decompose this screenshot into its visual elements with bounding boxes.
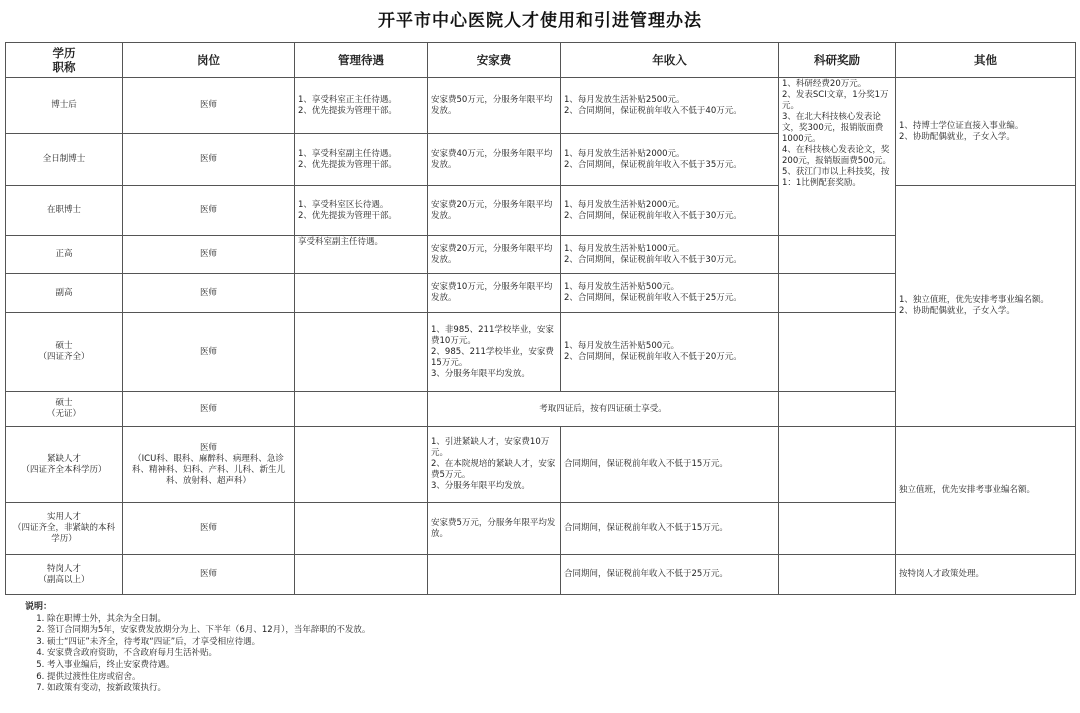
post-cell: 医师	[123, 236, 295, 274]
degree-cell: 在职博士	[6, 186, 123, 236]
policy-table	[5, 42, 1076, 595]
income-cell: 1、每月发放生活补贴2000元。 2、合同期间，保证税前年收入不低于35万元。	[561, 134, 779, 186]
header-row	[6, 43, 1076, 78]
research-reward-cell	[779, 236, 896, 274]
management-cell	[295, 427, 428, 503]
page-title: 开平市中心医院人才使用和引进管理办法	[378, 11, 702, 31]
note-item: 7. 如政策有变动，按新政策执行。	[47, 683, 1065, 695]
other-cell: 按特岗人才政策处理。	[896, 555, 1076, 595]
income-cell: 1、每月发放生活补贴2000元。 2、合同期间，保证税前年收入不低于30万元。	[561, 186, 779, 236]
research-reward-cell	[779, 427, 896, 503]
research-reward-cell	[779, 274, 896, 313]
post-cell: 医师	[123, 503, 295, 555]
management-cell	[295, 392, 428, 427]
header-post: 岗位	[123, 43, 295, 78]
note-item: 3. 硕士“四证”未齐全，待考取“四证”后，才享受相应待遇。	[47, 637, 1065, 649]
degree-cell: 特岗人才 （副高以上）	[6, 555, 123, 595]
notes-heading: 说明：	[25, 602, 53, 612]
research-reward-cell	[779, 392, 896, 427]
note-item: 1. 除在职博士外，其余为全日制。	[47, 614, 1065, 626]
other-cell: 1、持博士学位证直接入事业编。 2、协助配偶就业，子女入学。	[896, 78, 1076, 186]
research-reward-cell	[779, 555, 896, 595]
post-cell: 医师	[123, 392, 295, 427]
header-other: 其他	[896, 43, 1076, 78]
merged-note-cell: 考取四证后，按有四证硕士享受。	[428, 392, 779, 427]
management-cell	[295, 274, 428, 313]
management-cell	[295, 555, 428, 595]
settlement-cell: 1、非985、211学校毕业，安家费10万元。 2、985、211学校毕业，安家费15万元。 3、分服务年限平均发放。	[428, 313, 561, 392]
income-cell: 1、每月发放生活补贴2500元。 2、合同期间，保证税前年收入不低于40万元。	[561, 78, 779, 134]
settlement-cell: 安家费20万元，分服务年限平均发放。	[428, 186, 561, 236]
post-cell: 医师 （ICU科、眼科、麻醉科、病理科、急诊科、精神科、妇科、产科、儿科、新生儿科、放射科、超声科）	[123, 427, 295, 503]
degree-cell: 实用人才 （四证齐全，非紧缺的本科学历）	[6, 503, 123, 555]
note-item: 6. 提供过渡性住房或宿舍。	[47, 672, 1065, 684]
table-row	[6, 555, 1076, 595]
degree-cell: 硕士 （无证）	[6, 392, 123, 427]
management-cell: 1、享受科室正主任待遇。 2、优先提拔为管理干部。	[295, 78, 428, 134]
settlement-cell: 安家费5万元，分服务年限平均发放。	[428, 503, 561, 555]
post-cell: 医师	[123, 186, 295, 236]
note-item: 4. 安家费含政府资助，不含政府每月生活补贴。	[47, 648, 1065, 660]
header-settlement: 安家费	[428, 43, 561, 78]
header-income: 年收入	[561, 43, 779, 78]
research-reward-cell: 1、科研经费20万元。 2、发表SCI文章，1分奖1万元。 3、在北大科技核心发表论文，奖300元，报销版面费1000元。 4、在科技核心发表论文，奖200元，报销版面费500元。 5、获江门市以上科技奖，按1：1比例配套奖励。	[779, 78, 896, 236]
notes-list	[25, 614, 1065, 695]
degree-cell: 全日制博士	[6, 134, 123, 186]
post-cell: 医师	[123, 313, 295, 392]
table-row	[6, 78, 1076, 134]
post-cell: 医师	[123, 78, 295, 134]
degree-cell: 正高	[6, 236, 123, 274]
note-item: 5. 考入事业编后，终止安家费待遇。	[47, 660, 1065, 672]
income-cell: 合同期间，保证税前年收入不低于15万元。	[561, 427, 779, 503]
settlement-cell: 安家费10万元，分服务年限平均发放。	[428, 274, 561, 313]
settlement-cell	[428, 555, 561, 595]
research-reward-cell	[779, 503, 896, 555]
management-cell: 1、享受科室副主任待遇。 2、优先提拔为管理干部。	[295, 134, 428, 186]
post-cell: 医师	[123, 134, 295, 186]
degree-cell: 紧缺人才 （四证齐全本科学历）	[6, 427, 123, 503]
table-row	[6, 186, 1076, 236]
income-cell: 1、每月发放生活补贴500元。 2、合同期间，保证税前年收入不低于25万元。	[561, 274, 779, 313]
header-degree: 学历 职称	[6, 43, 123, 78]
header-management: 管理待遇	[295, 43, 428, 78]
management-cell: 1、享受科室区长待遇。 2、优先提拔为管理干部。	[295, 186, 428, 236]
management-cell: 享受科室副主任待遇。	[295, 236, 428, 274]
post-cell: 医师	[123, 274, 295, 313]
table-row	[6, 427, 1076, 503]
other-cell: 1、独立值班，优先安排考事业编名额。 2、协助配偶就业，子女入学。	[896, 186, 1076, 427]
note-item: 2. 签订合同期为5年，安家费发放期分为上、下半年（6月、12月），当年辞职的不发放。	[47, 625, 1065, 637]
management-cell	[295, 313, 428, 392]
income-cell: 1、每月发放生活补贴1000元。 2、合同期间，保证税前年收入不低于30万元。	[561, 236, 779, 274]
income-cell: 1、每月发放生活补贴500元。 2、合同期间，保证税前年收入不低于20万元。	[561, 313, 779, 392]
settlement-cell: 安家费40万元，分服务年限平均发放。	[428, 134, 561, 186]
degree-cell: 博士后	[6, 78, 123, 134]
notes-section	[25, 602, 1065, 695]
other-cell: 独立值班，优先安排考事业编名额。	[896, 427, 1076, 555]
management-cell	[295, 503, 428, 555]
income-cell: 合同期间，保证税前年收入不低于15万元。	[561, 503, 779, 555]
settlement-cell: 安家费20万元，分服务年限平均发放。	[428, 236, 561, 274]
degree-cell: 副高	[6, 274, 123, 313]
settlement-cell: 1、引进紧缺人才，安家费10万元。 2、在本院规培的紧缺人才，安家费5万元。 3、分服务年限平均发放。	[428, 427, 561, 503]
post-cell: 医师	[123, 555, 295, 595]
header-research: 科研奖励	[779, 43, 896, 78]
income-cell: 合同期间，保证税前年收入不低于25万元。	[561, 555, 779, 595]
research-reward-cell	[779, 313, 896, 392]
settlement-cell: 安家费50万元，分服务年限平均发放。	[428, 78, 561, 134]
degree-cell: 硕士 （四证齐全）	[6, 313, 123, 392]
